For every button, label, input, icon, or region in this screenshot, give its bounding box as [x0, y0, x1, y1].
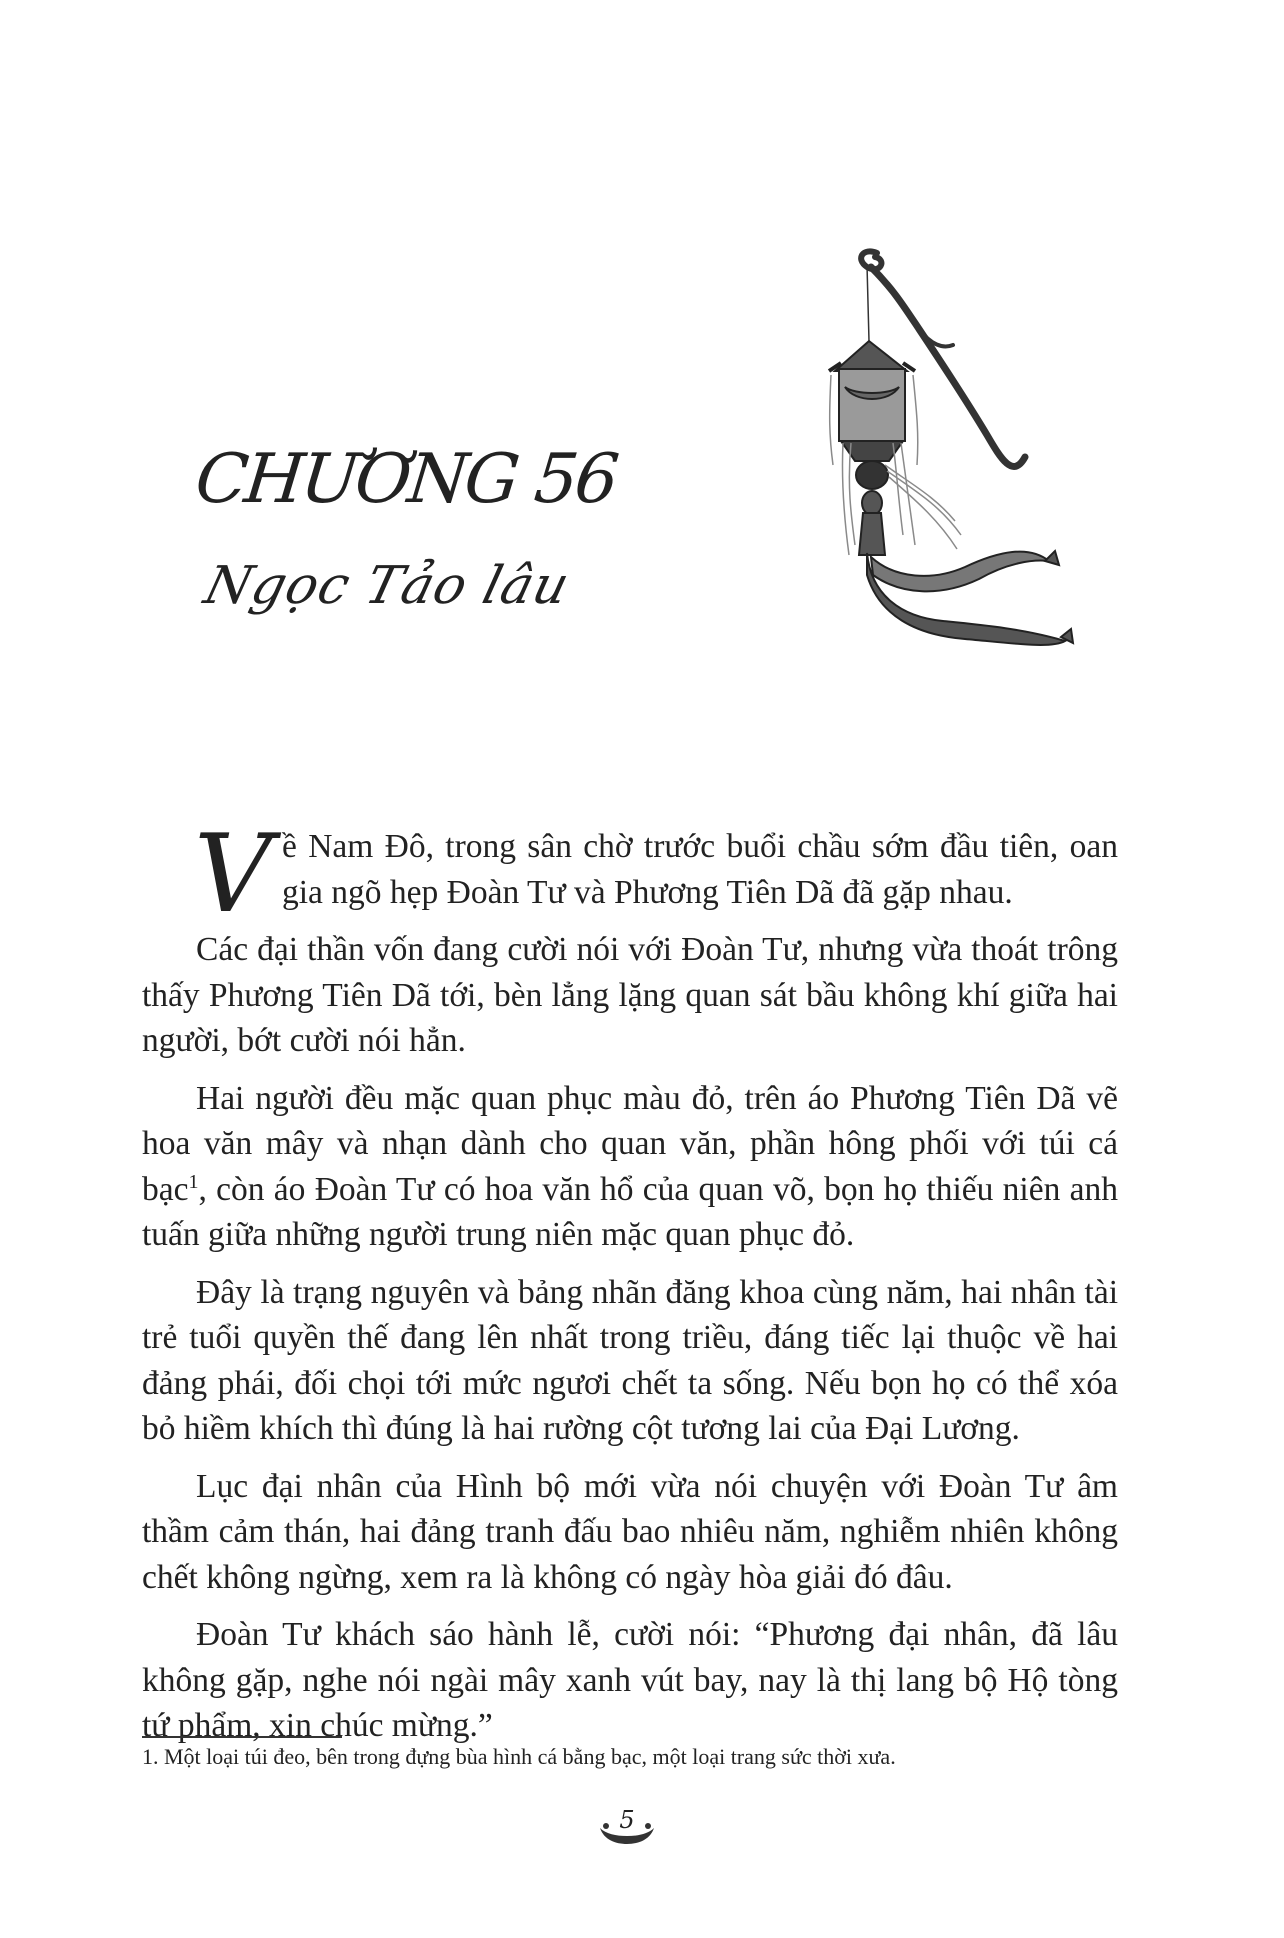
chapter-number: CHƯƠNG 56	[191, 440, 620, 519]
footnote-reference: 1	[188, 1170, 199, 1193]
page-ornament-icon	[596, 1818, 658, 1848]
footnote-divider	[142, 1736, 342, 1738]
paragraph: Các đại thần vốn đang cười nói với Đoàn Tư, nhưng vừa thoát trông thấy Phương Tiên Dã tới, bèn lẳng lặng quan sát bầu không khí giữa hai người, bớt cười nói hẳn.	[142, 931, 1118, 1059]
paragraph-text: Hai người đều mặc quan phục màu đỏ, trên áo Phương Tiên Dã vẽ hoa văn mây và nhạn dành cho quan văn, phần hông phối với túi cá bạc	[142, 1079, 1118, 1208]
chapter-subtitle: Ngọc Tảo lâu	[198, 556, 576, 616]
paragraph-text: ề Nam Đô, trong sân chờ trước buổi chầu sớm đầu tiên, oan gia ngõ hẹp Đoàn Tư và Phương Tiên Dã đã gặp nhau.	[282, 828, 1118, 911]
page-number: 5	[619, 1806, 635, 1834]
paragraph: Đây là trạng nguyên và bảng nhãn đăng khoa cùng năm, hai nhân tài trẻ tuổi quyền thế đang lên nhất trong triều, đáng tiếc lại thuộc về hai đảng phái, đối chọi tới mức ngươi chết ta sống. Nếu bọn họ có thể xóa bỏ hiềm khích thì đúng là hai rường cột tương lai của Đại Lương.	[142, 1273, 1118, 1447]
paragraph	[142, 1076, 1118, 1258]
drop-cap: V	[194, 812, 272, 937]
lantern-illustration	[815, 245, 1105, 675]
paragraph-text: , còn áo Đoàn Tư có hoa văn hổ của quan võ, bọn họ thiếu niên anh tuấn giữa những người trung niên mặc quan phục đỏ.	[142, 1170, 1118, 1253]
paragraph: Đoàn Tư khách sáo hành lễ, cười nói: “Phương đại nhân, đã lâu không gặp, nghe nói ngài mây xanh vút bay, nay là thị lang bộ Hộ tòng tứ phẩm, xin chúc mừng.”	[142, 1616, 1118, 1744]
paragraph: Lục đại nhân của Hình bộ mới vừa nói chuyện với Đoàn Tư âm thầm cảm thán, hai đảng tranh đấu bao nhiêu năm, nghiễm nhiên không chết không ngừng, xem ra là không có ngày hòa giải đó đâu.	[142, 1467, 1118, 1596]
paragraph	[142, 812, 1118, 937]
chapter-body	[142, 812, 1118, 1761]
footnote: 1. Một loại túi đeo, bên trong đựng bùa hình cá bằng bạc, một loại trang sức thời xưa.	[142, 1744, 896, 1769]
